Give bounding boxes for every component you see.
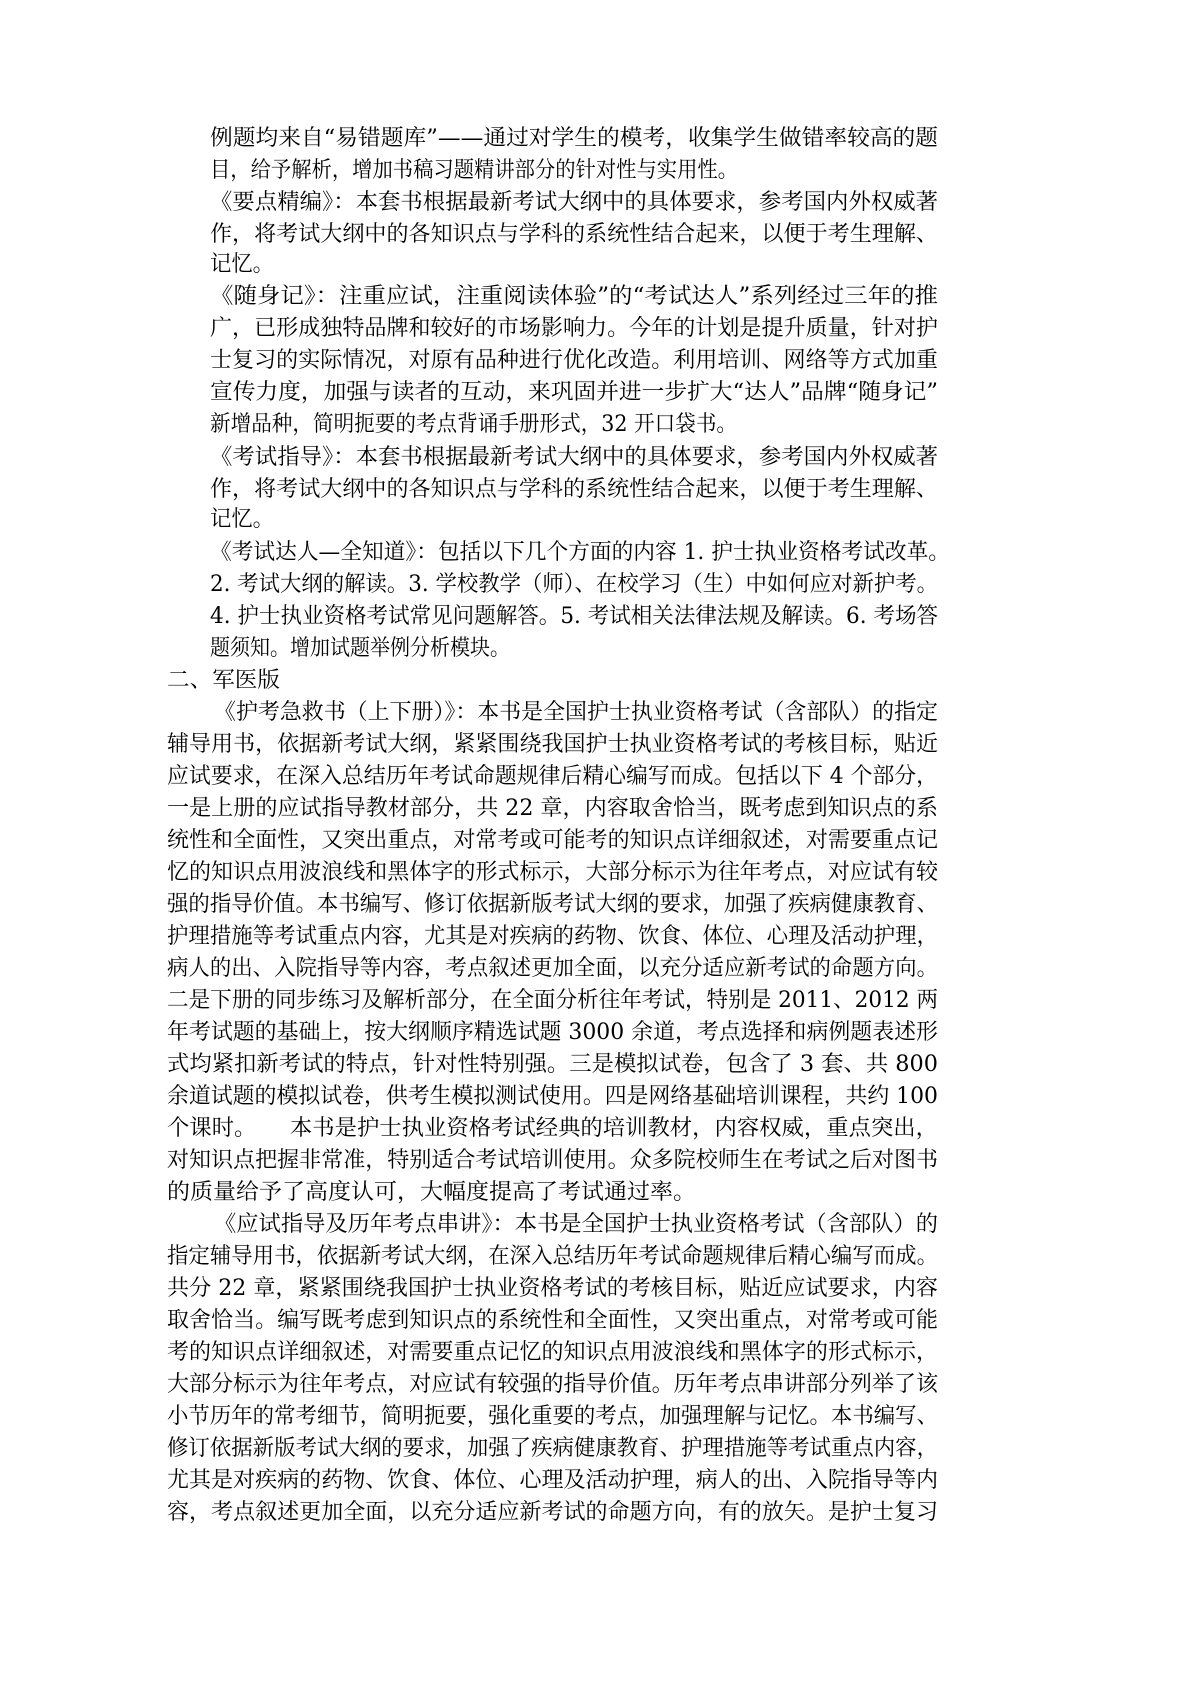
text-line: 《护考急救书（上下册）》：本书是全国护士执业资格考试（含部队）的指定	[214, 700, 938, 725]
text-line: 小节历年的常考细节，简明扼要，强化重要的考点，加强理解与记忆。本书编写、	[167, 1404, 939, 1429]
text-line: 修订依据新版考试大纲的要求，加强了疾病健康教育、护理措施等考试重点内容，	[167, 1436, 939, 1461]
text-line: 容，考点叙述更加全面，以充分适应新考试的命题方向，有的放矢。是护士复习	[167, 1500, 939, 1525]
text-line: 尤其是对疾病的药物、饮食、体位、心理及活动护理，病人的出、入院指导等内	[167, 1468, 939, 1493]
text-line: 强的指导价值。本书编写、修订依据新版考试大纲的要求，加强了疾病健康教育、	[167, 892, 939, 917]
text-line: 例题均来自“易错题库”——通过对学生的模考，收集学生做错率较高的题	[210, 126, 939, 151]
text-line: 题须知。增加试题举例分析模块。	[210, 636, 510, 661]
text-line: 一是上册的应试指导教材部分，共 22 章，内容取舍恰当，既考虑到知识点的系	[167, 796, 938, 821]
text-line: 宣传力度，加强与读者的互动，来巩固并进一步扩大“达人”品牌“随身记”	[210, 380, 938, 405]
text-line: 辅导用书，依据新考试大纲，紧紧围绕我国护士执业资格考试的考核目标，贴近	[167, 732, 939, 757]
text-line: 4. 护士执业资格考试常见问题解答。5. 考试相关法律法规及解读。6. 考场答	[210, 604, 939, 629]
text-line: 作，将考试大纲中的各知识点与学科的系统性结合起来，以便于考生理解、	[210, 222, 938, 247]
text-line: 《考试达人—全知道》：包括以下几个方面的内容 1. 护士执业资格考试改革。	[210, 540, 951, 565]
text-line: 士复习的实际情况，对原有品种进行优化改造。利用培训、网络等方式加重	[210, 348, 938, 373]
text-line: 指定辅导用书，依据新考试大纲，在深入总结历年考试命题规律后精心编写而成。	[167, 1244, 939, 1269]
text-line: 考的知识点详细叙述，对需要重点记忆的知识点用波浪线和黑体字的形式标示，	[167, 1340, 939, 1365]
text-line: 忆的知识点用波浪线和黑体字的形式标示，大部分标示为往年考点，对应试有较	[167, 860, 939, 885]
text-line: 共分 22 章，紧紧围绕我国护士执业资格考试的考核目标，贴近应试要求，内容	[167, 1276, 938, 1301]
text-line: 作，将考试大纲中的各知识点与学科的系统性结合起来，以便于考生理解、	[210, 477, 938, 502]
text-line: 新增品种，简明扼要的考点背诵手册形式，32 开口袋书。	[210, 412, 738, 437]
text-line: 年考试题的基础上，按大纲顺序精选试题 3000 余道，考点选择和病例题表述形	[167, 1020, 938, 1045]
text-line: 个课时。 本书是护士执业资格考试经典的培训教材，内容权威，重点突出，	[167, 1116, 939, 1141]
text-line: 的质量给予了高度认可，大幅度提高了考试通过率。	[167, 1180, 696, 1205]
text-line: 取舍恰当。编写既考虑到知识点的系统性和全面性，又突出重点，对常考或可能	[167, 1308, 939, 1333]
text-line: 记忆。	[210, 507, 275, 532]
text-line: 《考试指导》：本套书根据最新考试大纲中的具体要求，参考国内外权威著	[210, 445, 939, 470]
text-line: 广，已形成独特品牌和较好的市场影响力。今年的计划是提升质量，针对护	[210, 316, 938, 341]
text-line: 记忆。	[210, 252, 275, 277]
text-line: 大部分标示为往年考点，对应试有较强的指导价值。历年考点串讲部分列举了该	[167, 1372, 939, 1397]
text-line: 统性和全面性，又突出重点，对常考或可能考的知识点详细叙述，对需要重点记	[167, 828, 939, 853]
text-line: 式均紧扣新考试的特点，针对性特别强。三是模拟试卷，包含了 3 套、共 800	[167, 1052, 938, 1077]
text-line: 2. 考试大纲的解读。3. 学校教学（师）、在校学习（生）中如何应对新护考。	[210, 572, 939, 597]
text-line: 对知识点把握非常准，特别适合考试培训使用。众多院校师生在考试之后对图书	[167, 1148, 939, 1173]
text-line: 目，给予解析，增加书稿习题精讲部分的针对性与实用性。	[210, 158, 739, 183]
text-line: 《应试指导及历年考点串讲》：本书是全国护士执业资格考试（含部队）的	[214, 1212, 939, 1237]
text-line: 二、军医版	[167, 668, 280, 693]
text-line: 余道试题的模拟试卷，供考生模拟测试使用。四是网络基础培训课程，共约 100	[167, 1084, 938, 1109]
text-line: 应试要求，在深入总结历年考试命题规律后精心编写而成。包括以下 4 个部分，	[167, 764, 939, 789]
text-line: 护理措施等考试重点内容，尤其是对疾病的药物、饮食、体位、心理及活动护理，	[167, 924, 939, 949]
text-line: 《随身记》：注重应试，注重阅读体验”的“考试达人”系列经过三年的推	[210, 284, 939, 309]
text-line: 《要点精编》：本套书根据最新考试大纲中的具体要求，参考国内外权威著	[210, 190, 939, 215]
text-line: 二是下册的同步练习及解析部分，在全面分析往年考试，特别是 2011、2012 两	[167, 988, 939, 1013]
text-line: 病人的出、入院指导等内容，考点叙述更加全面，以充分适应新考试的命题方向。	[167, 956, 939, 981]
